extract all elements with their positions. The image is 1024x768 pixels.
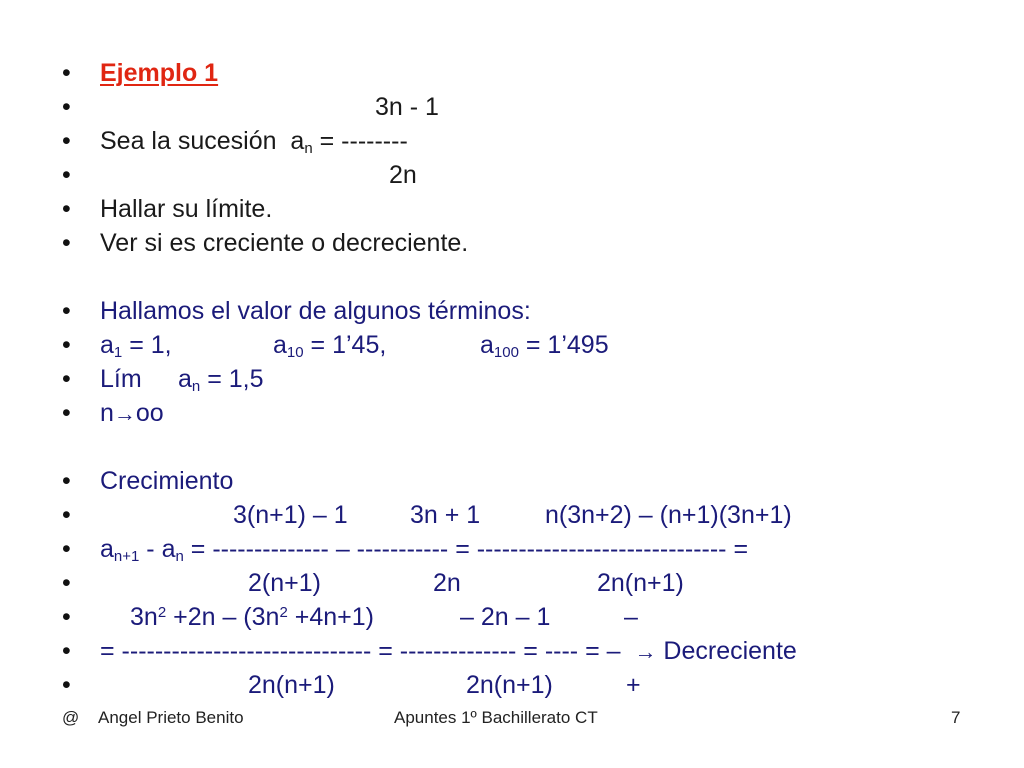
arrow-right-icon: →: [113, 401, 136, 426]
bullet-icon: •: [62, 671, 71, 699]
numerator-c: n(3n+2) – (n+1)(3n+1): [545, 501, 792, 529]
bullet-icon: •: [62, 297, 71, 325]
bullet-icon: •: [62, 93, 71, 121]
term-a10: $a_{10}$ = 1’45,: [273, 331, 387, 361]
bullet-icon: •: [62, 365, 71, 393]
bullet-icon: •: [62, 637, 71, 665]
expansion-a: $3n^2 +2n - (3n^2 +4n+1)$: [130, 603, 374, 631]
difference-expression: $a_{n+1} - a_n$ = -------------- – ----------- = ------------------------------ =: [100, 535, 749, 565]
task-limit: Hallar su límite.: [100, 195, 273, 223]
expansion-c: –: [624, 603, 638, 631]
denominator-a: 2(n+1): [248, 569, 321, 597]
denominator-f: +: [626, 671, 641, 699]
footer-author: Angel Prieto Benito: [98, 708, 244, 727]
term-a100: $a_{100}$ = 1’495: [480, 331, 609, 361]
slide-title: Ejemplo 1: [100, 59, 219, 87]
limit-tends: n→oo: [100, 399, 164, 427]
numerator-a: 3(n+1) – 1: [233, 501, 348, 529]
limit-expression: $a_n = 1,5$: [178, 365, 264, 395]
final-expression: = ------------------------------ = -------------- = ---- = – → Decreciente: [100, 637, 797, 665]
result-decreciente: Decreciente: [663, 637, 797, 665]
sequence-definition: [100, 124, 408, 158]
footer-page-number: 7: [951, 708, 961, 727]
bullet-icon: •: [62, 331, 71, 359]
eq-dashes: = --------: [319, 127, 408, 155]
footer-at-symbol: @: [62, 708, 80, 727]
denominator: 2n: [389, 161, 417, 189]
expansion-b: – 2n – 1: [460, 603, 551, 631]
denominator-c: 2n(n+1): [597, 569, 684, 597]
bullet-icon: •: [62, 535, 71, 563]
bullet-icon: •: [62, 229, 71, 257]
bullet-icon: •: [62, 603, 71, 631]
bullet-icon: •: [62, 501, 71, 529]
n-subscript: n: [304, 140, 313, 157]
numerator: 3n - 1: [375, 93, 439, 121]
limit-word: Lím: [100, 365, 142, 393]
bullet-icon: •: [62, 59, 71, 87]
bullet-icon: •: [62, 195, 71, 223]
bullet-icon: •: [62, 569, 71, 597]
terms-intro: Hallamos el valor de algunos términos:: [100, 297, 531, 325]
arrow-right-icon: →: [634, 639, 657, 664]
task-monotonic: Ver si es creciente o decreciente.: [100, 229, 469, 257]
section-crecimiento: Crecimiento: [100, 467, 234, 495]
bullet-icon: •: [62, 161, 71, 189]
bullet-icon: •: [62, 399, 71, 427]
denominator-d: 2n(n+1): [248, 671, 335, 699]
bullet-icon: •: [62, 467, 71, 495]
denominator-b: 2n: [433, 569, 461, 597]
footer-course: Apuntes 1º Bachillerato CT: [394, 708, 598, 727]
numerator-b: 3n + 1: [410, 501, 481, 529]
a-symbol: a: [290, 127, 305, 155]
term-a1: $a_1 = 1$,: [100, 331, 172, 361]
sea-label: Sea la sucesión: [100, 127, 277, 155]
bullet-icon: •: [62, 127, 71, 155]
denominator-e: 2n(n+1): [466, 671, 553, 699]
